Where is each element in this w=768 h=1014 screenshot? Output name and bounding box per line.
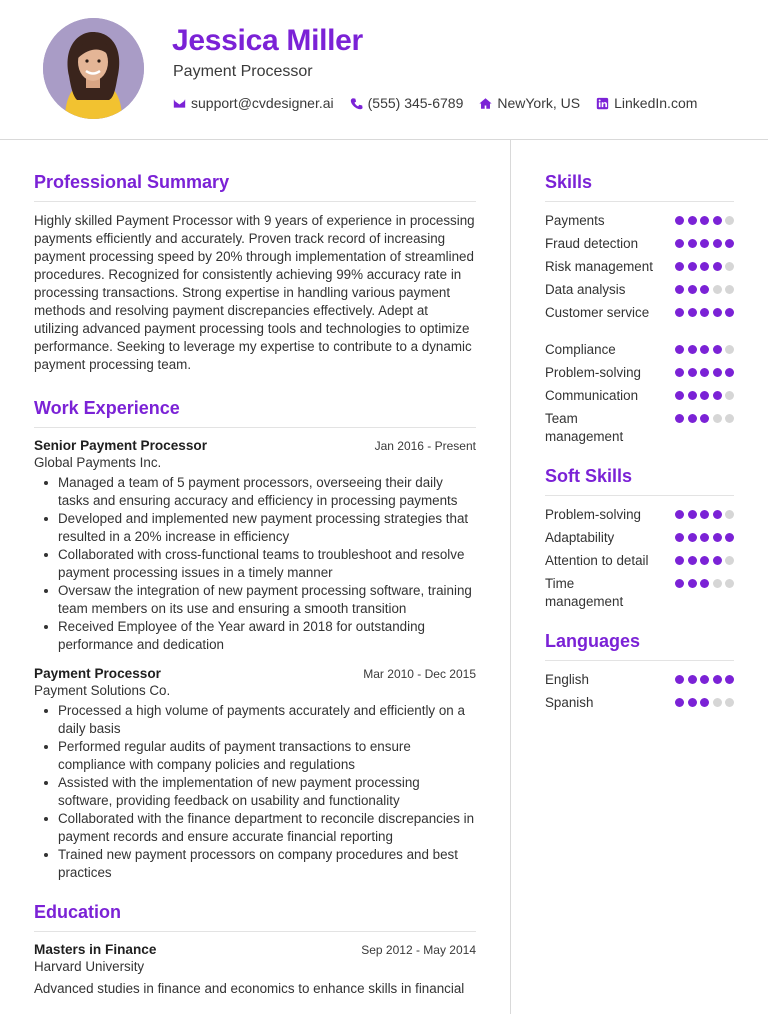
education-date: Sep 2012 - May 2014 xyxy=(361,943,476,957)
rating-dot xyxy=(713,262,722,271)
skill-row xyxy=(545,387,734,405)
soft-skill-name: Time management xyxy=(545,576,624,609)
bullet-item: Collaborated with cross-functional teams to troubleshoot and resolve payment processing issues in a timely manner xyxy=(44,546,476,582)
rating-dot xyxy=(713,675,722,684)
rating-dot xyxy=(688,216,697,225)
bullet-item: Developed and implemented new payment processing strategies that resulted in a 20% increase in efficiency xyxy=(44,510,476,546)
rating-dot xyxy=(675,556,684,565)
skill-rating xyxy=(672,308,735,317)
bullet-item: Assisted with the implementation of new payment processing software, providing feedback on usability and functionality xyxy=(44,774,476,810)
candidate-role: Payment Processor xyxy=(173,63,313,80)
degree-title: Masters in Finance xyxy=(34,942,157,957)
contact-email-text: support@cvdesigner.ai xyxy=(191,95,334,111)
skill-row xyxy=(545,258,734,276)
rating-dot xyxy=(675,345,684,354)
languages-section xyxy=(545,631,734,712)
contact-linkedin[interactable] xyxy=(596,95,697,111)
rating-dot xyxy=(700,533,709,542)
summary-section xyxy=(34,172,476,374)
rating-dot xyxy=(713,239,722,248)
skill-row xyxy=(545,281,734,299)
skill-name: Data analysis xyxy=(545,282,626,297)
job-entry xyxy=(34,438,476,654)
soft-skill-row xyxy=(545,506,734,524)
rating-dot xyxy=(688,556,697,565)
contact-linkedin-text: LinkedIn.com xyxy=(614,95,698,111)
skill-name: Fraud detection xyxy=(545,236,639,251)
summary-text: Highly skilled Payment Processor with 9 years of experience in processing payments efficiently and accurately. Proven track record of increasing payment processing speed by 20% through implementation of streamlined procedures. Recognized for consistently achieving 99% accuracy rate in processing transactions. Strong expertise in handling various payment methods and resolving payment discrepancies effectively. Adept at utilizing advanced payment processing tools and technologies to optimize performance. Seeking to leverage my expertise to contribute to a dynamic payment processing team. xyxy=(34,213,475,372)
bullet-item: Received Employee of the Year award in 2018 for outstanding performance and dedication xyxy=(44,618,476,654)
rating-dot xyxy=(725,414,734,423)
rating-dot xyxy=(675,368,684,377)
bullet-item: Trained new payment processors on company procedures and best practices xyxy=(44,846,476,882)
contact-location xyxy=(479,95,580,111)
skill-name: Problem-solving xyxy=(545,365,642,380)
rating-dot xyxy=(675,414,684,423)
rating-dot xyxy=(725,308,734,317)
rating-dot xyxy=(713,216,722,225)
rating-dot xyxy=(700,368,709,377)
rating-dot xyxy=(688,391,697,400)
rating-dot xyxy=(713,285,722,294)
language-row xyxy=(545,694,734,712)
education-section xyxy=(34,902,476,998)
rating-dot xyxy=(725,216,734,225)
soft-skill-rating xyxy=(672,579,735,588)
rating-dot xyxy=(688,698,697,707)
rating-dot xyxy=(675,216,684,225)
rating-dot xyxy=(725,391,734,400)
skill-row xyxy=(545,235,734,253)
skills-heading: Skills xyxy=(545,172,734,202)
rating-dot xyxy=(688,285,697,294)
soft-skill-name: Problem-solving xyxy=(545,507,642,522)
rating-dot xyxy=(725,533,734,542)
skill-row xyxy=(545,364,734,382)
rating-dot xyxy=(713,533,722,542)
rating-dot xyxy=(713,510,722,519)
skill-name: Communication xyxy=(545,388,639,403)
skill-name: Customer service xyxy=(545,305,650,320)
skill-rating xyxy=(672,368,735,377)
experience-heading: Work Experience xyxy=(34,398,476,428)
soft-skill-row xyxy=(545,575,734,611)
rating-dot xyxy=(688,510,697,519)
rating-dot xyxy=(713,368,722,377)
rating-dot xyxy=(688,239,697,248)
rating-dot xyxy=(688,414,697,423)
rating-dot xyxy=(725,675,734,684)
rating-dot xyxy=(675,262,684,271)
skill-row xyxy=(545,304,734,322)
rating-dot xyxy=(675,579,684,588)
candidate-name: Jessica Miller xyxy=(172,24,363,57)
contact-phone[interactable] xyxy=(350,95,464,111)
rating-dot xyxy=(675,308,684,317)
education-heading: Education xyxy=(34,902,476,932)
rating-dot xyxy=(700,579,709,588)
soft-skill-name: Attention to detail xyxy=(545,553,649,568)
rating-dot xyxy=(725,285,734,294)
contact-phone-text: (555) 345-6789 xyxy=(367,95,464,111)
resume-header xyxy=(0,0,768,140)
skills-list xyxy=(545,212,734,446)
summary-heading: Professional Summary xyxy=(34,172,476,202)
rating-dot xyxy=(700,239,709,248)
language-name: Spanish xyxy=(545,695,594,710)
contact-email[interactable] xyxy=(173,95,334,111)
skill-row xyxy=(545,410,734,446)
rating-dot xyxy=(688,533,697,542)
soft-skill-rating xyxy=(672,533,735,542)
skill-name: Team management xyxy=(545,411,624,444)
rating-dot xyxy=(700,345,709,354)
soft-skill-rating xyxy=(672,556,735,565)
bullet-item: Collaborated with the finance department to reconcile discrepancies in payment records and ensure accurate financial reporting xyxy=(44,810,476,846)
soft-skills-heading: Soft Skills xyxy=(545,466,734,496)
rating-dot xyxy=(688,368,697,377)
rating-dot xyxy=(688,675,697,684)
side-column xyxy=(545,172,734,732)
rating-dot xyxy=(675,391,684,400)
rating-dot xyxy=(713,391,722,400)
rating-dot xyxy=(725,510,734,519)
rating-dot xyxy=(700,510,709,519)
rating-dot xyxy=(713,308,722,317)
skill-rating xyxy=(672,345,735,354)
job-bullets xyxy=(34,702,476,882)
job-bullets xyxy=(34,474,476,654)
rating-dot xyxy=(725,262,734,271)
rating-dot xyxy=(675,698,684,707)
bullet-item: Managed a team of 5 payment processors, overseeing their daily tasks and ensuring accuracy and efficiency in processing payments xyxy=(44,474,476,510)
rating-dot xyxy=(700,285,709,294)
rating-dot xyxy=(675,533,684,542)
skill-rating xyxy=(672,391,735,400)
soft-skill-row xyxy=(545,552,734,570)
rating-dot xyxy=(700,698,709,707)
soft-skill-rating xyxy=(672,510,735,519)
column-divider xyxy=(510,140,511,1014)
rating-dot xyxy=(700,675,709,684)
skill-name: Compliance xyxy=(545,342,616,357)
education-text: Advanced studies in finance and economics to enhance skills in financial xyxy=(34,981,465,996)
rating-dot xyxy=(725,698,734,707)
rating-dot xyxy=(725,345,734,354)
job-title: Payment Processor xyxy=(34,666,161,681)
job-entry xyxy=(34,666,476,882)
profile-photo xyxy=(43,18,144,119)
soft-skills-section xyxy=(545,466,734,611)
rating-dot xyxy=(700,262,709,271)
rating-dot xyxy=(675,285,684,294)
rating-dot xyxy=(688,579,697,588)
rating-dot xyxy=(700,216,709,225)
language-rating xyxy=(672,675,735,684)
skill-rating xyxy=(672,262,735,271)
rating-dot xyxy=(688,308,697,317)
job-date: Jan 2016 - Present xyxy=(374,439,476,453)
skill-rating xyxy=(672,285,735,294)
skill-rating xyxy=(672,414,735,423)
rating-dot xyxy=(725,579,734,588)
rating-dot xyxy=(700,391,709,400)
rating-dot xyxy=(725,368,734,377)
soft-skill-row xyxy=(545,529,734,547)
skill-row xyxy=(545,341,734,359)
profile-photo-image xyxy=(43,18,144,119)
skill-rating xyxy=(672,216,735,225)
rating-dot xyxy=(675,675,684,684)
soft-skill-name: Adaptability xyxy=(545,530,615,545)
main-column xyxy=(34,172,476,998)
contact-bar xyxy=(173,95,713,111)
envelope-icon xyxy=(173,97,186,110)
language-name: English xyxy=(545,672,589,687)
rating-dot xyxy=(700,556,709,565)
school-name: Harvard University xyxy=(34,959,145,974)
home-icon xyxy=(479,97,492,110)
job-company: Global Payments Inc. xyxy=(34,455,162,470)
language-rating xyxy=(672,698,735,707)
job-date: Mar 2010 - Dec 2015 xyxy=(363,667,476,681)
rating-dot xyxy=(713,345,722,354)
skill-name: Risk management xyxy=(545,259,653,274)
rating-dot xyxy=(700,308,709,317)
rating-dot xyxy=(675,239,684,248)
skills-section xyxy=(545,172,734,446)
rating-dot xyxy=(713,579,722,588)
rating-dot xyxy=(725,556,734,565)
experience-section xyxy=(34,398,476,882)
phone-icon xyxy=(350,97,363,110)
languages-heading: Languages xyxy=(545,631,734,661)
rating-dot xyxy=(675,510,684,519)
rating-dot xyxy=(688,345,697,354)
rating-dot xyxy=(700,414,709,423)
rating-dot xyxy=(713,414,722,423)
skill-name: Payments xyxy=(545,213,605,228)
linkedin-icon xyxy=(596,97,609,110)
rating-dot xyxy=(713,556,722,565)
rating-dot xyxy=(688,262,697,271)
language-row xyxy=(545,671,734,689)
skill-rating xyxy=(672,239,735,248)
bullet-item: Processed a high volume of payments accurately and efficiently on a daily basis xyxy=(44,702,476,738)
contact-location-text: NewYork, US xyxy=(497,95,581,111)
rating-dot xyxy=(725,239,734,248)
soft-skills-list xyxy=(545,506,734,611)
skill-row xyxy=(545,212,734,230)
job-company: Payment Solutions Co. xyxy=(34,683,171,698)
bullet-item: Oversaw the integration of new payment processing software, training team members on its use and ensuring a smooth transition xyxy=(44,582,476,618)
job-title: Senior Payment Processor xyxy=(34,438,208,453)
skills-group-gap xyxy=(545,327,734,341)
bullet-item: Performed regular audits of payment transactions to ensure compliance with company policies and regulations xyxy=(44,738,476,774)
rating-dot xyxy=(713,698,722,707)
languages-list xyxy=(545,671,734,712)
